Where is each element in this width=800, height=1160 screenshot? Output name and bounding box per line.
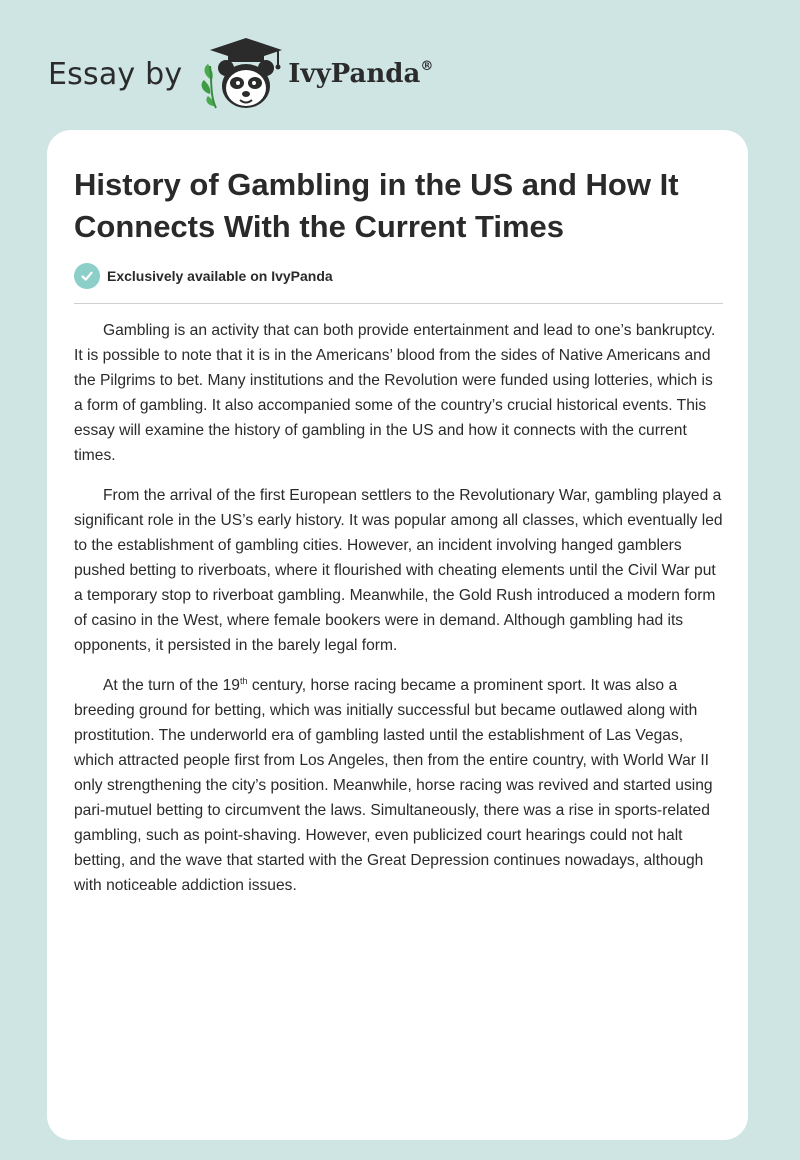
paragraph-1: Gambling is an activity that can both provide entertainment and lead to one’s bankruptcy. It is possible to note that it is in the Americans’ blood from the sides of Native Americans and the Pilgrims to bet. Many institutions and the Revolution were funded using lotteries, which is a form of gambling. It also accompanied some of the country’s crucial historical events. This essay will examine the history of gambling in the US and how it connects with the current times. [74,322,716,464]
paragraph-2: From the arrival of the first European settlers to the Revolutionary War, gambling played a significant role in the US’s early history. It was popular among all classes, which eventually led to the establishment of gambling cities. However, an incident involving hanged gamblers pushed betting to riverboats, where it flourished with cheating elements until the Civil War put a temporary stop to riverboat gambling. Meanwhile, the Gold Rush introduced a modern form of casino in the West, where female bookers were in demand. Although gambling had its opponents, it persisted in the barely legal form. [74,487,723,654]
paragraph-3: At the turn of the 19th century, horse racing became a prominent sport. It was also a breeding ground for betting, which was initially successful but became outlawed along with prostitution. The underworld era of gambling lasted until the establishment of Las Vegas, which attracted people first from Los Angeles, then from the entire country, with World War II only strengthening the city’s position. Meanwhile, horse racing was revived and started using pari-mutuel betting to circumvent the laws. Simultaneously, there was a rise in sports-related gambling, such as point-shaving. However, even publicized court hearings could not halt betting, and the wave that started with the Great Depression continues nowadays, although with noticeable addiction issues. [74,675,713,894]
essay-by-label: Essay by [48,56,183,92]
exclusive-badge-label: Exclusively available on IvyPanda [107,268,333,284]
exclusive-badge [74,263,333,289]
brand-name[interactable]: IvyPanda® [288,59,434,89]
check-icon [74,263,100,289]
title-divider [74,303,723,304]
site-header [48,34,433,114]
essay-body [74,318,724,913]
essay-card [47,130,748,1140]
ivypanda-logo-icon[interactable] [196,36,286,112]
essay-title: History of Gambling in the US and How It Connects With the Current Times [74,167,679,244]
